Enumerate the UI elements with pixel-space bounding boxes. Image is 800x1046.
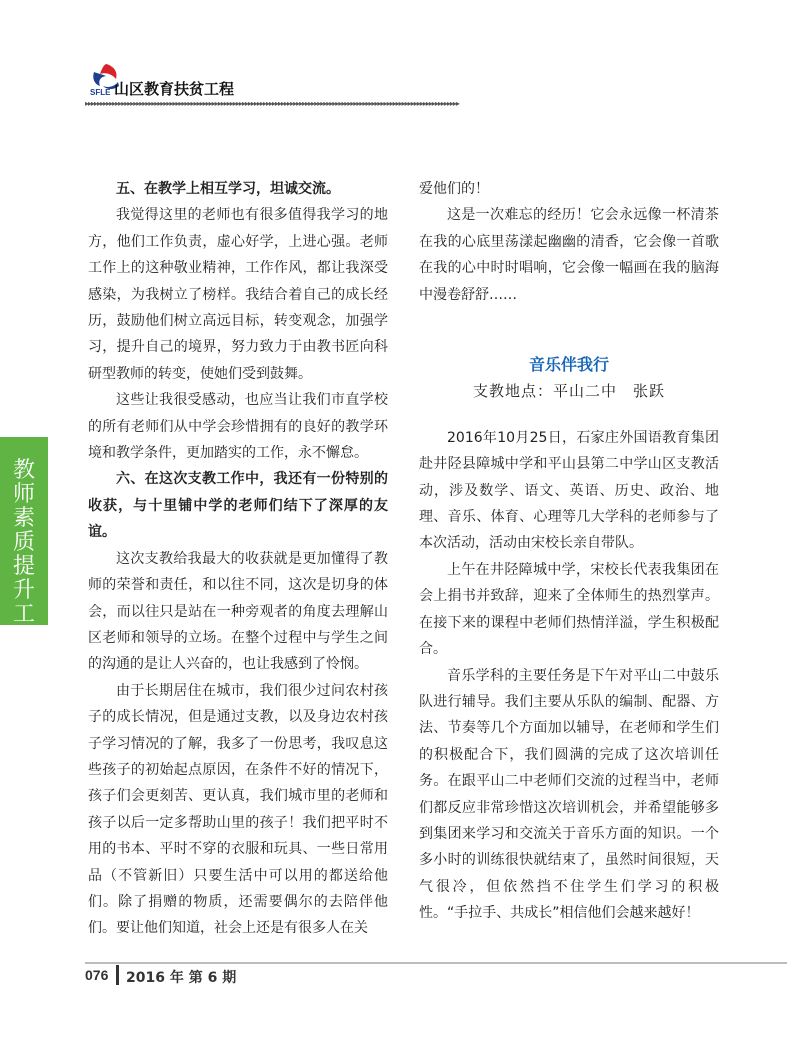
section-heading: 六、在这次支教工作中，我还有一份特别的收获，与十里铺中学的老师们结下了深厚的友谊。: [88, 471, 388, 541]
paragraph: 上午在井陉障城中学，宋校长代表我集团在会上捐书并致辞，迎来了全体师生的热烈掌声。在接下来的课程中老师们热情洋溢，学生积极配合。: [419, 561, 719, 658]
left-column: [88, 176, 388, 942]
issue-label: 2016 年 第 6 期: [126, 970, 237, 986]
page-number: 076: [85, 967, 109, 983]
paragraph: 这次支教给我最大的收获就是更加懂得了教师的荣誉和责任，和以往不同，这次是切身的体会，而以往只是站在一种旁观者的角度去理解山区老师和领导的立场。在整个过程中与学生之间的沟通的是让人兴奋的，也让我感到了怜悯。: [88, 550, 388, 673]
paragraph: 我觉得这里的老师也有很多值得我学习的地方，他们工作负责，虚心好学，上进心强。老师工作上的这种敬业精神，工作作风，都让我深受感染，为我树立了榜样。我结合着自己的成长经历，鼓励他们树立高远目标，转变观念，加强学习，提升自己的境界，努力致力于由教书匠向科研型教师的转变，使她们受到鼓舞。: [88, 207, 388, 382]
paragraph: 由于长期居住在城市，我们很少过问农村孩子的成长情况，但是通过支教，以及身边农村孩子学习情况的了解，我多了一份思考，我叹息这些孩子的初始起点原因，在条件不好的情况下，孩子们会更刻苦、更认真，我们城市里的老师和孩子以后一定多帮助山里的孩子！我们把平时不用的书本、平时不穿的衣服和玩具、一些日常用品（不管新旧）只要生活中可以用的都送给他们。除了捐赠的物质，还需要偶尔的去陪伴他们。要让他们知道，社会上还是有很多人在关: [88, 682, 388, 937]
logo-text: SFLE: [90, 88, 111, 97]
paragraph: 这是一次难忘的经历！它会永远像一杯清茶在我的心底里荡漾起幽幽的清香，它会像一首歌在我的心中时时唱响，它会像一幅画在我的脑海中漫卷舒舒……: [419, 207, 719, 303]
footer-separator: [116, 965, 119, 985]
footer-rule: [85, 962, 787, 964]
paragraph: 音乐学科的主要任务是下午对平山二中鼓乐队进行辅导。我们主要从乐队的编制、配器、方法、节奏等几个方面加以辅导，在老师和学生们的积极配合下，我们圆满的完成了这次培训任务。在跟平山二中老师们交流的过程当中，老师们都反应非常珍惜这次培训机会，并希望能够多到集团来学习和交流关于音乐方面的知识。一个多小时的训练很快就结束了，虽然时间很短，天气很冷，但依然挡不住学生们学习的积极性。“手拉手、共成长”相信他们会越来越好！: [419, 667, 719, 922]
section-heading: 五、在教学上相互学习，坦诚交流。: [116, 181, 340, 197]
article-title: 音乐伴我行: [528, 355, 609, 375]
paragraph: 2016年10月25日，石家庄外国语教育集团赴井陉县障城中学和平山县第二中学山区支教活动，涉及数学、语文、英语、历史、政治、地理、音乐、体育、心理等几大学科的老师参与了本次活动，活动由宋校长亲自带队。: [419, 429, 719, 552]
paragraph: 这些让我很受感动，也应当让我们市直学校的所有老师们从中学会珍惜拥有的良好的教学环境和教学条件，更加踏实的工作，永不懈怠。: [88, 392, 388, 462]
right-column: [419, 176, 719, 927]
article-byline: 支教地点：平山二中 张跃: [472, 382, 665, 401]
side-tab-label: 教师素质提升工程: [12, 458, 35, 651]
header-title: 山区教育扶贫工程: [114, 80, 235, 98]
section-side-tab: [0, 437, 48, 651]
paragraph-continued: 爱他们的！: [419, 181, 489, 197]
header-divider-arrows: ▸▸▸▸▸▸▸▸▸▸▸▸▸▸▸▸▸▸▸▸▸▸▸▸▸▸▸▸▸▸▸▸▸▸▸▸▸▸▸▸▸▸▸▸▸▸▸▸▸▸▸▸▸▸▸▸▸▸▸▸▸▸▸▸▸▸▸▸▸▸▸▸▸▸▸▸▸▸▸▸▸▸▸▸▸▸▸▸▸▸▸▸▸▸▸▸▸▸▸▸▸▸▸▸▸▸▸▸▸▸▸▸▸▸▸▸▸▸▸▸▸▸▸▸: [85, 100, 459, 108]
